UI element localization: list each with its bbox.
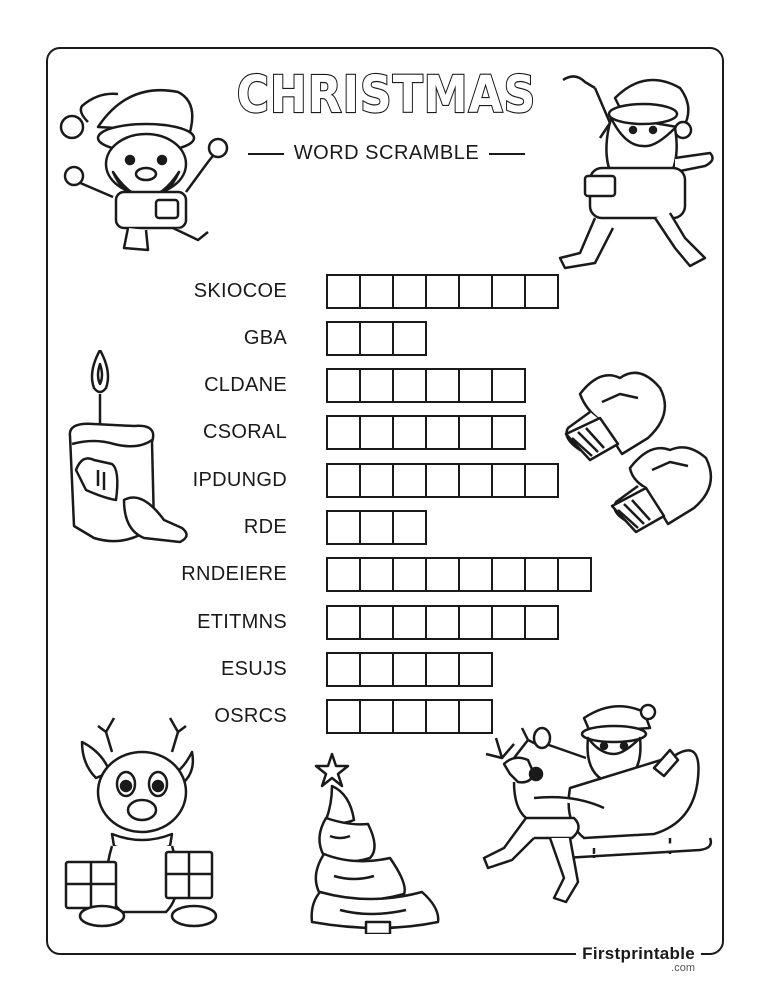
- scrambled-word: SKIOCOE: [193, 279, 287, 302]
- letter-box[interactable]: [326, 321, 361, 356]
- letter-box[interactable]: [491, 368, 526, 403]
- answer-boxes: [326, 368, 526, 403]
- letter-box[interactable]: [326, 415, 361, 450]
- letter-box[interactable]: [557, 557, 592, 592]
- reindeer-with-gifts-icon: [62, 712, 222, 930]
- letter-box[interactable]: [392, 510, 427, 545]
- letter-box[interactable]: [359, 368, 394, 403]
- scrambled-word: CSORAL: [202, 421, 287, 444]
- candle-icon: [64, 350, 199, 550]
- letter-box[interactable]: [491, 415, 526, 450]
- brand-tld: .com: [671, 962, 695, 974]
- page-title: CHRISTMAS: [236, 66, 537, 125]
- answer-boxes: [326, 415, 526, 450]
- letter-box[interactable]: [425, 699, 460, 734]
- letter-box[interactable]: [491, 463, 526, 498]
- letter-box[interactable]: [458, 463, 493, 498]
- letter-box[interactable]: [392, 699, 427, 734]
- letter-box[interactable]: [326, 463, 361, 498]
- letter-box[interactable]: [425, 652, 460, 687]
- letter-box[interactable]: [491, 274, 526, 309]
- letter-box[interactable]: [524, 557, 559, 592]
- letter-box[interactable]: [359, 463, 394, 498]
- letter-box[interactable]: [326, 368, 361, 403]
- letter-box[interactable]: [359, 510, 394, 545]
- letter-box[interactable]: [326, 652, 361, 687]
- letter-box[interactable]: [392, 415, 427, 450]
- answer-boxes: [326, 652, 493, 687]
- letter-box[interactable]: [425, 605, 460, 640]
- scramble-row: [0, 652, 773, 686]
- scrambled-word: ESUJS: [221, 657, 287, 680]
- letter-box[interactable]: [359, 605, 394, 640]
- letter-box[interactable]: [491, 557, 526, 592]
- letter-box[interactable]: [458, 557, 493, 592]
- scrambled-word: RNDEIERE: [181, 563, 287, 586]
- letter-box[interactable]: [491, 605, 526, 640]
- letter-box[interactable]: [392, 321, 427, 356]
- letter-box[interactable]: [359, 699, 394, 734]
- subtitle-rule-right: [489, 153, 525, 155]
- mittens-icon: [560, 358, 720, 548]
- letter-box[interactable]: [458, 605, 493, 640]
- letter-box[interactable]: [326, 510, 361, 545]
- letter-box[interactable]: [524, 605, 559, 640]
- letter-box[interactable]: [458, 368, 493, 403]
- letter-box[interactable]: [326, 605, 361, 640]
- scrambled-word: GBA: [243, 326, 287, 349]
- scrambled-word: CLDANE: [204, 374, 287, 397]
- letter-box[interactable]: [392, 368, 427, 403]
- christmas-tree-icon: [310, 748, 442, 934]
- letter-box[interactable]: [524, 463, 559, 498]
- santa-sleigh-icon: [474, 698, 716, 920]
- letter-box[interactable]: [392, 274, 427, 309]
- letter-box[interactable]: [326, 274, 361, 309]
- letter-box[interactable]: [326, 699, 361, 734]
- santa-waving-icon: [555, 68, 717, 274]
- scrambled-word: RDE: [243, 516, 287, 538]
- letter-box[interactable]: [392, 605, 427, 640]
- letter-box[interactable]: [359, 274, 394, 309]
- letter-box[interactable]: [359, 557, 394, 592]
- subtitle-rule-left: [248, 153, 284, 155]
- page-subtitle: WORD SCRAMBLE: [293, 142, 480, 164]
- scrambled-word: IPDUNGD: [192, 468, 287, 491]
- letter-box[interactable]: [425, 274, 460, 309]
- letter-box[interactable]: [425, 557, 460, 592]
- scramble-row: [0, 558, 773, 592]
- letter-box[interactable]: [392, 557, 427, 592]
- letter-box[interactable]: [425, 415, 460, 450]
- scrambled-word: ETITMNS: [197, 610, 287, 633]
- letter-box[interactable]: [425, 463, 460, 498]
- letter-box[interactable]: [392, 652, 427, 687]
- answer-boxes: [326, 510, 427, 545]
- letter-box[interactable]: [359, 321, 394, 356]
- answer-boxes: [326, 605, 559, 640]
- letter-box[interactable]: [392, 463, 427, 498]
- brand-logo: [576, 944, 701, 974]
- letter-box[interactable]: [458, 652, 493, 687]
- letter-box[interactable]: [359, 415, 394, 450]
- answer-boxes: [326, 463, 559, 498]
- brand-name: Firstprintable: [576, 944, 701, 964]
- answer-boxes: [326, 699, 493, 734]
- letter-box[interactable]: [425, 368, 460, 403]
- scrambled-word: OSRCS: [214, 705, 287, 728]
- answer-boxes: [326, 274, 559, 309]
- santa-jumping-icon: [58, 72, 238, 252]
- letter-box[interactable]: [524, 274, 559, 309]
- letter-box[interactable]: [359, 652, 394, 687]
- scramble-row: [0, 274, 773, 308]
- letter-box[interactable]: [326, 557, 361, 592]
- answer-boxes: [326, 321, 427, 356]
- scramble-row: [0, 605, 773, 639]
- answer-boxes: [326, 557, 592, 592]
- letter-box[interactable]: [458, 274, 493, 309]
- letter-box[interactable]: [458, 415, 493, 450]
